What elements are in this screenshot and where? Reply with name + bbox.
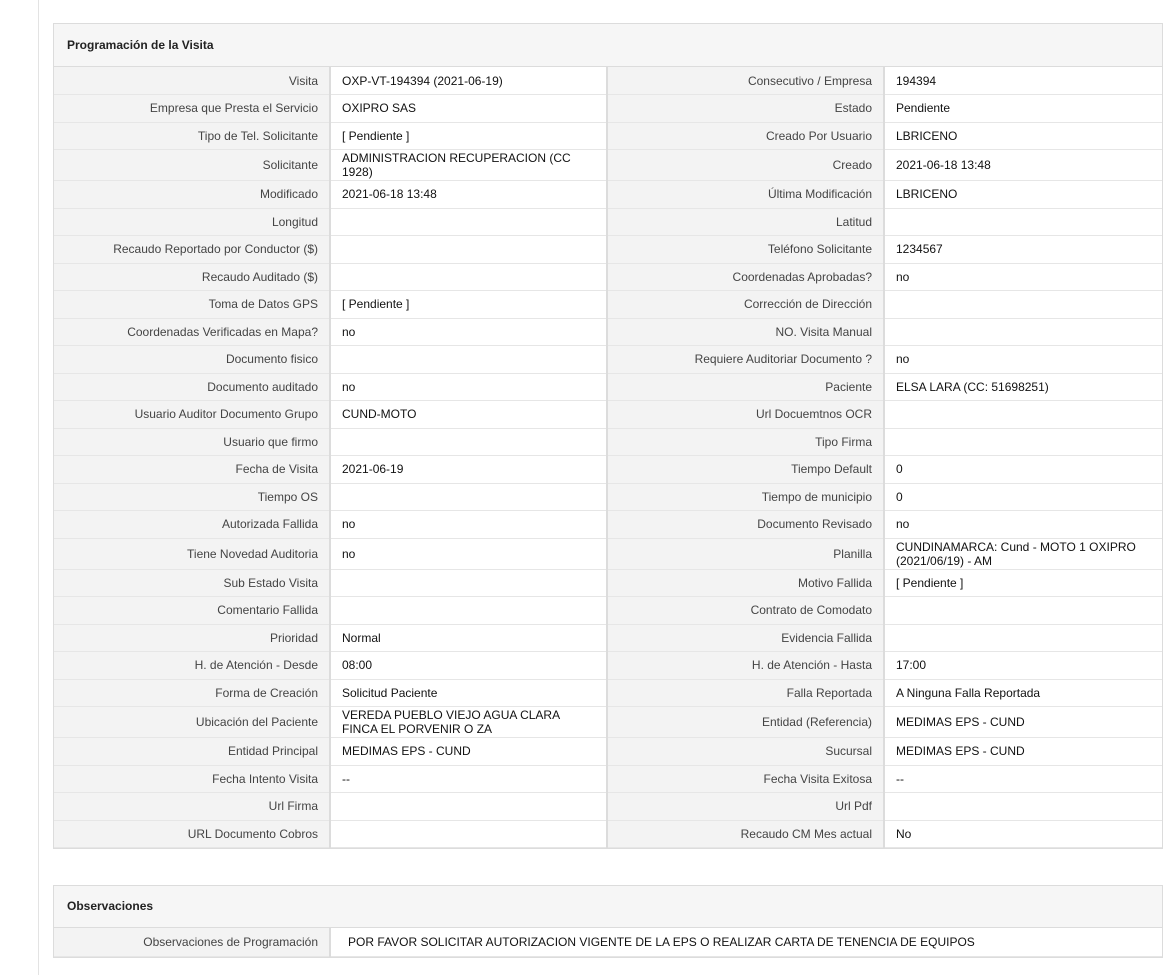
field-label: Recaudo Auditado ($) xyxy=(54,263,330,291)
field-label: Coordenadas Verificadas en Mapa? xyxy=(54,318,330,346)
field-value: MEDIMAS EPS - CUND xyxy=(884,707,1162,738)
field-label: Requiere Auditoriar Documento ? xyxy=(607,346,884,374)
field-value xyxy=(884,793,1162,821)
field-value xyxy=(884,624,1162,652)
field-value xyxy=(884,428,1162,456)
field-label: Tiempo Default xyxy=(607,456,884,484)
table-row xyxy=(54,538,1162,569)
field-value: VEREDA PUEBLO VIEJO AGUA CLARA FINCA EL PORVENIR O ZA xyxy=(330,707,607,738)
field-value: LBRICENO xyxy=(884,181,1162,209)
table-row xyxy=(54,150,1162,181)
field-label: Url Pdf xyxy=(607,793,884,821)
field-value: Normal xyxy=(330,624,607,652)
table-row xyxy=(54,597,1162,625)
field-label: Comentario Fallida xyxy=(54,597,330,625)
field-label: Tipo Firma xyxy=(607,428,884,456)
field-value: ADMINISTRACION RECUPERACION (CC 1928) xyxy=(330,150,607,181)
table-row xyxy=(54,263,1162,291)
field-label: Coordenadas Aprobadas? xyxy=(607,263,884,291)
field-value xyxy=(330,793,607,821)
field-value: OXIPRO SAS xyxy=(330,95,607,123)
field-label: Usuario que firmo xyxy=(54,428,330,456)
field-label: Consecutivo / Empresa xyxy=(607,67,884,95)
table-row xyxy=(54,793,1162,821)
field-label: Paciente xyxy=(607,373,884,401)
table-row xyxy=(54,181,1162,209)
field-label: Documento Revisado xyxy=(607,511,884,539)
field-label: Latitud xyxy=(607,208,884,236)
field-label: Fecha de Visita xyxy=(54,456,330,484)
field-label: Motivo Fallida xyxy=(607,569,884,597)
field-value: 17:00 xyxy=(884,652,1162,680)
field-label: Forma de Creación xyxy=(54,679,330,707)
field-label: Tiempo OS xyxy=(54,483,330,511)
field-value: LBRICENO xyxy=(884,122,1162,150)
field-value: CUND-MOTO xyxy=(330,401,607,429)
field-value xyxy=(884,318,1162,346)
field-label: Fecha Intento Visita xyxy=(54,765,330,793)
table-row xyxy=(54,569,1162,597)
field-label: Estado xyxy=(607,95,884,123)
field-label: Creado Por Usuario xyxy=(607,122,884,150)
field-value: 1234567 xyxy=(884,236,1162,264)
field-value: -- xyxy=(330,765,607,793)
field-value: 08:00 xyxy=(330,652,607,680)
table-row xyxy=(54,95,1162,123)
field-label: Empresa que Presta el Servicio xyxy=(54,95,330,123)
table-row xyxy=(54,122,1162,150)
field-label: H. de Atención - Hasta xyxy=(607,652,884,680)
table-row xyxy=(54,456,1162,484)
field-label: Toma de Datos GPS xyxy=(54,291,330,319)
table-row xyxy=(54,318,1162,346)
field-value xyxy=(330,820,607,848)
field-value: 2021-06-18 13:48 xyxy=(884,150,1162,181)
field-label: Prioridad xyxy=(54,624,330,652)
field-label: Entidad Principal xyxy=(54,738,330,766)
table-row xyxy=(54,820,1162,848)
field-label: URL Documento Cobros xyxy=(54,820,330,848)
field-value: MEDIMAS EPS - CUND xyxy=(330,738,607,766)
field-value xyxy=(884,291,1162,319)
field-value xyxy=(330,597,607,625)
field-label: Corrección de Dirección xyxy=(607,291,884,319)
field-value: [ Pendiente ] xyxy=(884,569,1162,597)
field-value: 2021-06-19 xyxy=(330,456,607,484)
field-value: ELSA LARA (CC: 51698251) xyxy=(884,373,1162,401)
field-value: A Ninguna Falla Reportada xyxy=(884,679,1162,707)
field-label: Sucursal xyxy=(607,738,884,766)
field-label: Longitud xyxy=(54,208,330,236)
field-value: No xyxy=(884,820,1162,848)
field-value: [ Pendiente ] xyxy=(330,291,607,319)
field-label: Recaudo Reportado por Conductor ($) xyxy=(54,236,330,264)
field-value: -- xyxy=(884,765,1162,793)
field-value: no xyxy=(330,373,607,401)
field-label: Fecha Visita Exitosa xyxy=(607,765,884,793)
left-sidebar-strip xyxy=(0,0,39,975)
table-row xyxy=(54,208,1162,236)
field-value xyxy=(330,346,607,374)
field-value: 0 xyxy=(884,456,1162,484)
field-label: Creado xyxy=(607,150,884,181)
table-row xyxy=(54,401,1162,429)
visit-schedule-panel xyxy=(53,23,1163,849)
table-row xyxy=(54,624,1162,652)
field-value: [ Pendiente ] xyxy=(330,122,607,150)
field-value: CUNDINAMARCA: Cund - MOTO 1 OXIPRO (2021/06/19) - AM xyxy=(884,538,1162,569)
field-value: Pendiente xyxy=(884,95,1162,123)
table-row xyxy=(54,346,1162,374)
field-value: no xyxy=(330,511,607,539)
table-row xyxy=(54,428,1162,456)
field-value xyxy=(884,597,1162,625)
field-value xyxy=(330,483,607,511)
field-label: Evidencia Fallida xyxy=(607,624,884,652)
table-row xyxy=(54,707,1162,738)
field-label: Entidad (Referencia) xyxy=(607,707,884,738)
observations-table xyxy=(54,928,1162,957)
field-label: Tiempo de municipio xyxy=(607,483,884,511)
field-value: Solicitud Paciente xyxy=(330,679,607,707)
field-label: Autorizada Fallida xyxy=(54,511,330,539)
field-label: Tipo de Tel. Solicitante xyxy=(54,122,330,150)
table-row xyxy=(54,236,1162,264)
table-row xyxy=(54,652,1162,680)
table-row xyxy=(54,291,1162,319)
field-label: Última Modificación xyxy=(607,181,884,209)
field-value xyxy=(884,208,1162,236)
table-row xyxy=(54,483,1162,511)
field-value: MEDIMAS EPS - CUND xyxy=(884,738,1162,766)
table-row xyxy=(54,511,1162,539)
field-value: 2021-06-18 13:48 xyxy=(330,181,607,209)
field-value: no xyxy=(330,538,607,569)
field-label: Falla Reportada xyxy=(607,679,884,707)
field-value: 194394 xyxy=(884,67,1162,95)
field-value xyxy=(330,208,607,236)
visit-details-table xyxy=(54,67,1162,848)
field-value: OXP-VT-194394 (2021-06-19) xyxy=(330,67,607,95)
field-label: Planilla xyxy=(607,538,884,569)
field-value xyxy=(330,569,607,597)
field-label: Sub Estado Visita xyxy=(54,569,330,597)
observations-panel xyxy=(53,885,1163,958)
field-label: Documento fisico xyxy=(54,346,330,374)
field-label: Tiene Novedad Auditoria xyxy=(54,538,330,569)
field-label: Modificado xyxy=(54,181,330,209)
observations-row xyxy=(54,928,1162,956)
field-label: Contrato de Comodato xyxy=(607,597,884,625)
field-value xyxy=(330,263,607,291)
field-value xyxy=(330,428,607,456)
field-label: Solicitante xyxy=(54,150,330,181)
field-label: Url Docuemtnos OCR xyxy=(607,401,884,429)
field-label: NO. Visita Manual xyxy=(607,318,884,346)
observations-value: POR FAVOR SOLICITAR AUTORIZACION VIGENTE DE LA EPS O REALIZAR CARTA DE TENENCIA DE EQUIPOS xyxy=(330,928,1162,956)
field-label: Recaudo CM Mes actual xyxy=(607,820,884,848)
observations-label: Observaciones de Programación xyxy=(54,928,330,956)
table-row xyxy=(54,765,1162,793)
field-label: Visita xyxy=(54,67,330,95)
main-content xyxy=(39,0,1167,975)
field-label: Teléfono Solicitante xyxy=(607,236,884,264)
field-value: no xyxy=(884,346,1162,374)
field-value: 0 xyxy=(884,483,1162,511)
table-row xyxy=(54,67,1162,95)
table-row xyxy=(54,679,1162,707)
field-label: Usuario Auditor Documento Grupo xyxy=(54,401,330,429)
field-value: no xyxy=(884,511,1162,539)
field-label: H. de Atención - Desde xyxy=(54,652,330,680)
field-value: no xyxy=(330,318,607,346)
field-value xyxy=(884,401,1162,429)
observations-title: Observaciones xyxy=(54,886,1162,928)
field-label: Documento auditado xyxy=(54,373,330,401)
field-value: no xyxy=(884,263,1162,291)
field-label: Url Firma xyxy=(54,793,330,821)
field-label: Ubicación del Paciente xyxy=(54,707,330,738)
field-value xyxy=(330,236,607,264)
visit-schedule-title: Programación de la Visita xyxy=(54,24,1162,67)
table-row xyxy=(54,738,1162,766)
table-row xyxy=(54,373,1162,401)
